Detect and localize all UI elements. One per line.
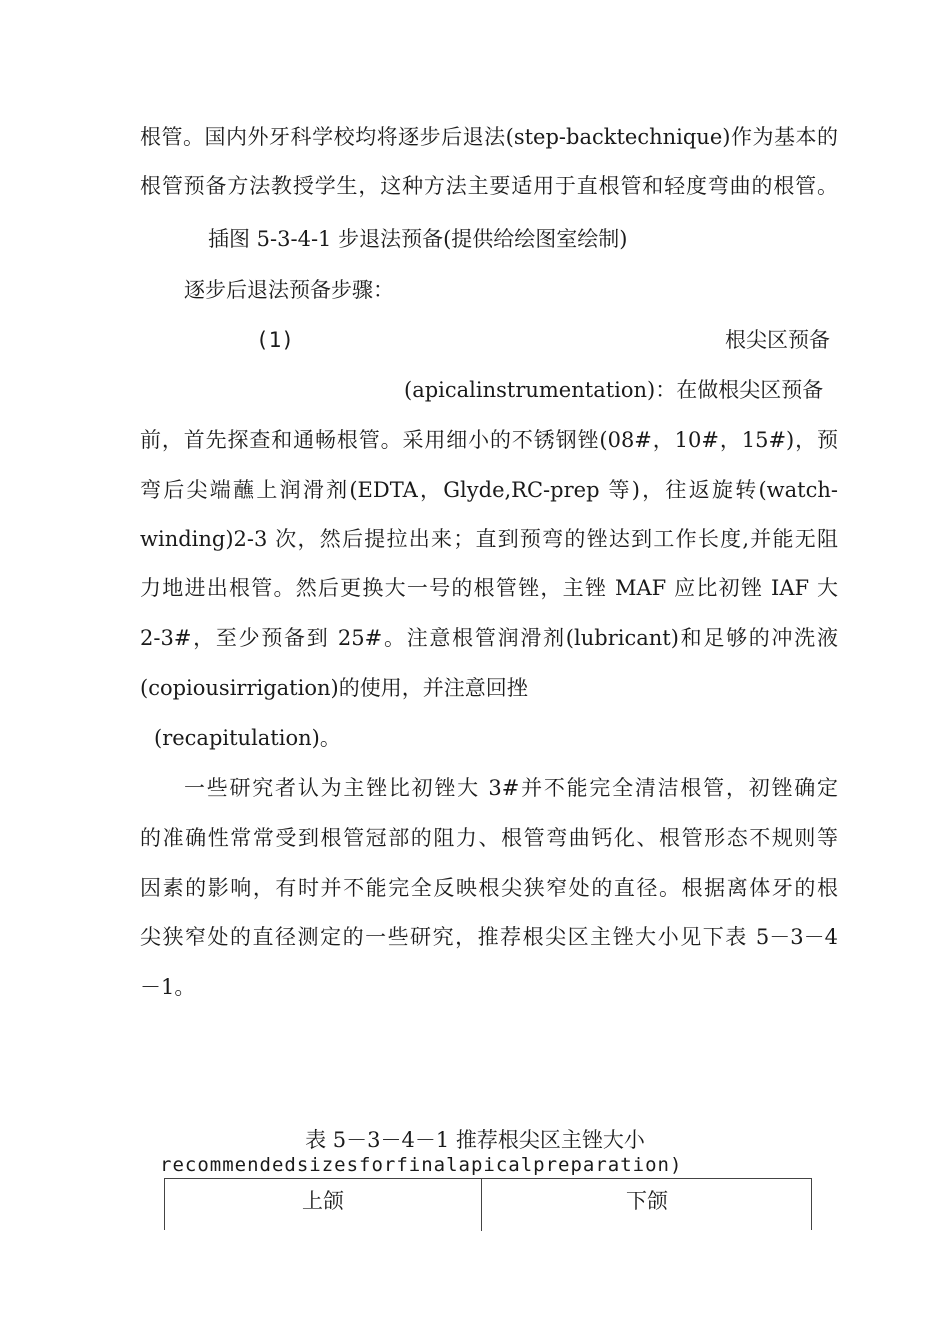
paragraph-line: (copiousirrigation)的使用，并注意回挫 [140,676,528,700]
paragraph-line: 的准确性常常受到根管冠部的阻力、根管弯曲钙化、根管形态不规则等 [140,826,838,850]
section-heading: 逐步后退法预备步骤： [184,278,394,302]
figure-note: 插图 5-3-4-1 步退法预备(提供给绘图室绘制) [208,227,628,251]
paragraph-line: －1。 [140,975,196,999]
paragraph-line: 一些研究者认为主锉比初锉大 3#并不能完全清洁根管，初锉确定 [184,776,838,800]
table-header-mandible: 下颌 [626,1189,668,1213]
paragraph-line: 因素的影响，有时并不能完全反映根尖狭窄处的直径。根据离体牙的根 [140,876,838,900]
paragraph-line: 力地进出根管。然后更换大一号的根管锉，主锉 MAF 应比初锉 IAF 大 [140,576,838,600]
paragraph-line: 弯后尖端蘸上润滑剂(EDTA，Glyde,RC-prep 等)，往返旋转(watch- [140,478,838,502]
paragraph-line: 根管。国内外牙科学校均将逐步后退法(step-backtechnique)作为基本的 [140,125,838,149]
table-header-maxilla: 上颌 [165,1179,482,1231]
paragraph-line: winding)2-3 次，然后提拉出来；直到预弯的锉达到工作长度,并能无阻 [140,527,838,551]
paragraph-line: (apicalinstrumentation)：在做根尖区预备 [404,378,824,402]
paragraph-line: 根管预备方法教授学生，这种方法主要适用于直根管和轻度弯曲的根管。 [140,174,838,198]
step-title: 根尖区预备 [725,328,830,352]
paragraph-line: 前，首先探查和通畅根管。采用细小的不锈钢锉(08#，10#，15#)，预 [140,428,838,452]
paragraph-line: 尖狭窄处的直径测定的一些研究，推荐根尖区主锉大小见下表 5－3－4 [140,925,838,949]
step-number: (1) [256,328,294,352]
table-caption-english: recommendedsizesforfinalapicalpreparation) [160,1154,683,1176]
sizes-table [164,1178,812,1230]
paragraph-line: 2-3#，至少预备到 25#。注意根管润滑剂(lubricant)和足够的冲洗液 [140,626,838,650]
paragraph-line: (recapitulation)。 [154,726,341,750]
table-caption: 表 5－3－4－1 推荐根尖区主锉大小 [305,1128,645,1152]
